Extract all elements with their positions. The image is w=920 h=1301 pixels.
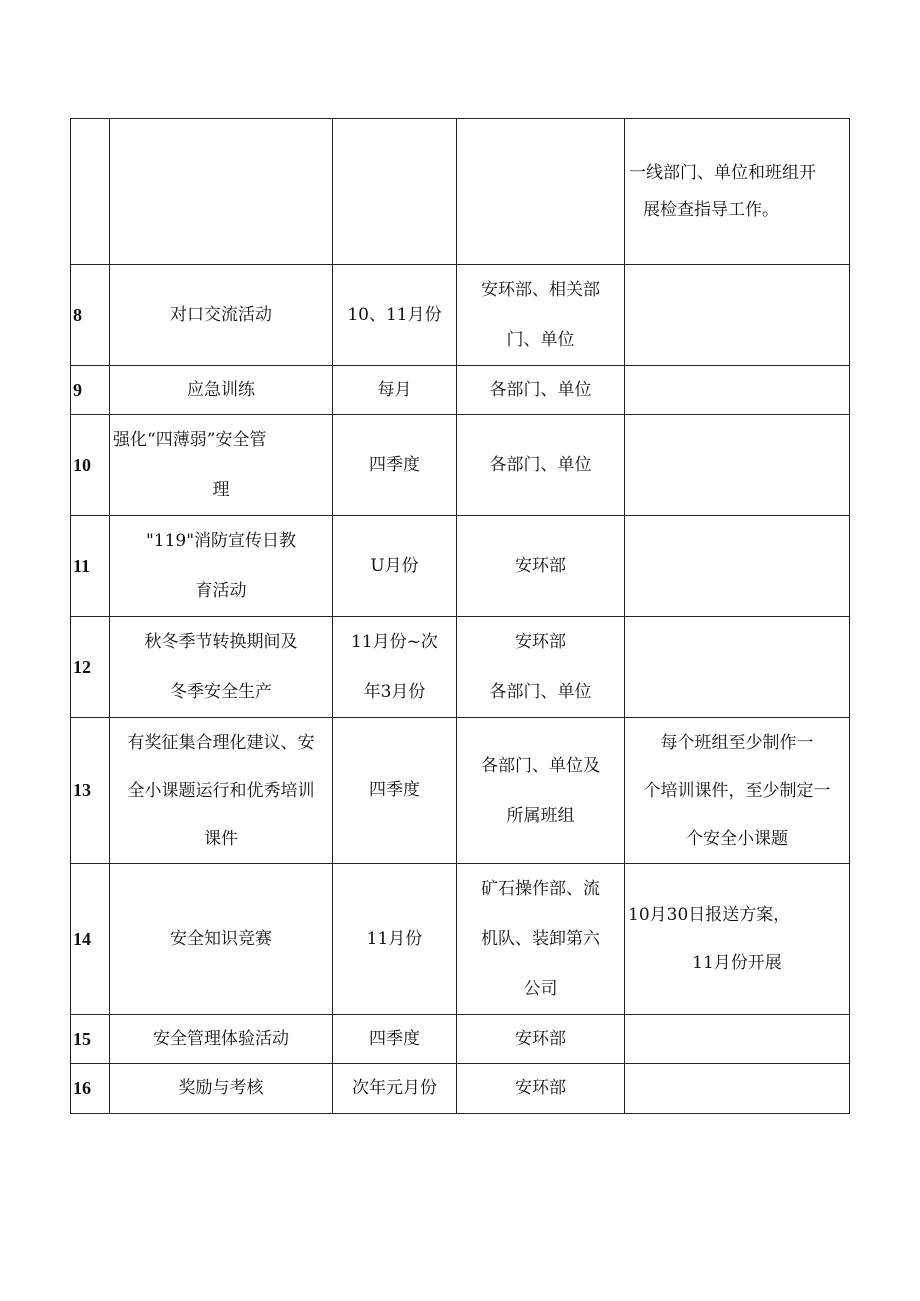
item-cell: [110, 415, 333, 516]
dept-line: 安环部: [515, 1028, 566, 1049]
dept-line: 门、单位: [506, 330, 575, 350]
note-cell: [625, 864, 850, 1015]
row-number: 9: [71, 366, 110, 415]
time-cell: [333, 415, 457, 516]
dept-cell: [457, 119, 625, 265]
table-row: [71, 265, 850, 366]
note-line: 个培训课件，至少制定一: [643, 780, 831, 801]
dept-cell: [457, 1015, 625, 1064]
row-number: 12: [71, 617, 110, 718]
dept-cell: [457, 516, 625, 617]
item-line: 对口交流活动: [170, 304, 272, 325]
item-line: 安全管理体验活动: [153, 1028, 289, 1049]
time-line: 11月份: [366, 928, 423, 949]
time-cell: [333, 366, 457, 415]
item-line: 强化“四薄弱”安全管: [113, 430, 267, 450]
note-line: 展检查指导工作。: [643, 200, 779, 220]
dept-line: 安环部: [515, 632, 566, 652]
note-cell: [625, 119, 850, 265]
item-line: 育活动: [195, 581, 247, 601]
note-cell: [625, 1064, 850, 1114]
item-cell: [110, 265, 333, 366]
time-cell: [333, 617, 457, 718]
note-line: 11月份开展: [692, 953, 782, 973]
dept-line: 所属班组: [506, 805, 575, 826]
time-cell: [333, 718, 457, 864]
note-cell: [625, 516, 850, 617]
time-line: 四季度: [369, 780, 420, 800]
time-cell: [333, 1064, 457, 1114]
item-cell: [110, 1015, 333, 1064]
table-row: [71, 617, 850, 718]
table-row: [71, 366, 850, 415]
dept-line: 各部门、单位: [489, 454, 592, 475]
dept-line: 公司: [523, 979, 558, 999]
item-line: 理: [212, 480, 230, 500]
item-line: 秋冬季节转换期间及: [144, 632, 298, 652]
note-cell: [625, 1015, 850, 1064]
item-cell: [110, 1064, 333, 1114]
dept-cell: [457, 718, 625, 864]
note-line: 每个班组至少制作一: [660, 732, 814, 753]
item-line: 课件: [204, 828, 238, 849]
dept-cell: [457, 864, 625, 1015]
note-cell: [625, 415, 850, 516]
table-row: [71, 1064, 850, 1114]
note-cell: [625, 265, 850, 366]
dept-cell: [457, 415, 625, 516]
table-row: [71, 415, 850, 516]
plan-table: [70, 118, 850, 1114]
dept-cell: [457, 265, 625, 366]
item-cell: [110, 864, 333, 1015]
item-cell: [110, 516, 333, 617]
item-line: 全小课题运行和优秀培训: [127, 780, 315, 801]
note-cell: [625, 366, 850, 415]
item-cell: [110, 718, 333, 864]
note-cell: [625, 617, 850, 718]
note-line: 一线部门、单位和班组开: [629, 163, 816, 183]
note-line: 个安全小课题: [686, 828, 788, 849]
item-cell: [110, 617, 333, 718]
item-line: 奖励与考核: [178, 1078, 264, 1098]
table-row: [71, 864, 850, 1015]
dept-cell: [457, 366, 625, 415]
dept-line: 机队、装卸第六: [481, 929, 600, 949]
dept-cell: [457, 617, 625, 718]
time-line: U月份: [370, 555, 419, 576]
dept-line: 矿石操作部、流: [481, 879, 600, 899]
table-row: [71, 1015, 850, 1064]
row-number: 14: [71, 864, 110, 1015]
time-cell: [333, 864, 457, 1015]
dept-line: 安环部: [515, 1078, 566, 1098]
item-cell: [110, 119, 333, 265]
time-cell: [333, 265, 457, 366]
row-number: 10: [71, 415, 110, 516]
dept-line: 各部门、单位: [489, 379, 592, 400]
time-cell: [333, 1015, 457, 1064]
row-number: 11: [71, 516, 110, 617]
time-line: 四季度: [369, 454, 420, 475]
time-line: 次年元月份: [352, 1078, 437, 1098]
dept-line: 安环部: [515, 555, 566, 576]
item-line: "119"消防宣传日教: [145, 531, 297, 551]
time-line: 年3月份: [363, 682, 426, 702]
note-cell: [625, 718, 850, 864]
row-number: 13: [71, 718, 110, 864]
time-line: 四季度: [369, 1028, 420, 1049]
table-row: [71, 718, 850, 864]
time-line: 10、11月份: [347, 304, 442, 325]
row-number: 8: [71, 265, 110, 366]
time-line: 每月: [377, 379, 412, 400]
time-cell: [333, 119, 457, 265]
dept-cell: [457, 1064, 625, 1114]
dept-line: 安环部、相关部: [481, 280, 600, 300]
note-line: 10月30日报送方案，: [628, 905, 791, 925]
row-number: [71, 119, 110, 265]
item-line: 冬季安全生产: [170, 682, 272, 702]
table-row: [71, 119, 850, 265]
time-line: 11月份~次: [351, 632, 438, 652]
item-line: 安全知识竞赛: [170, 928, 272, 949]
item-line: 应急训练: [187, 379, 255, 400]
time-cell: [333, 516, 457, 617]
table-row: [71, 516, 850, 617]
item-line: 有奖征集合理化建议、安: [127, 732, 315, 753]
row-number: 15: [71, 1015, 110, 1064]
item-cell: [110, 366, 333, 415]
dept-line: 各部门、单位及: [481, 755, 600, 776]
dept-line: 各部门、单位: [489, 682, 592, 702]
row-number: 16: [71, 1064, 110, 1114]
